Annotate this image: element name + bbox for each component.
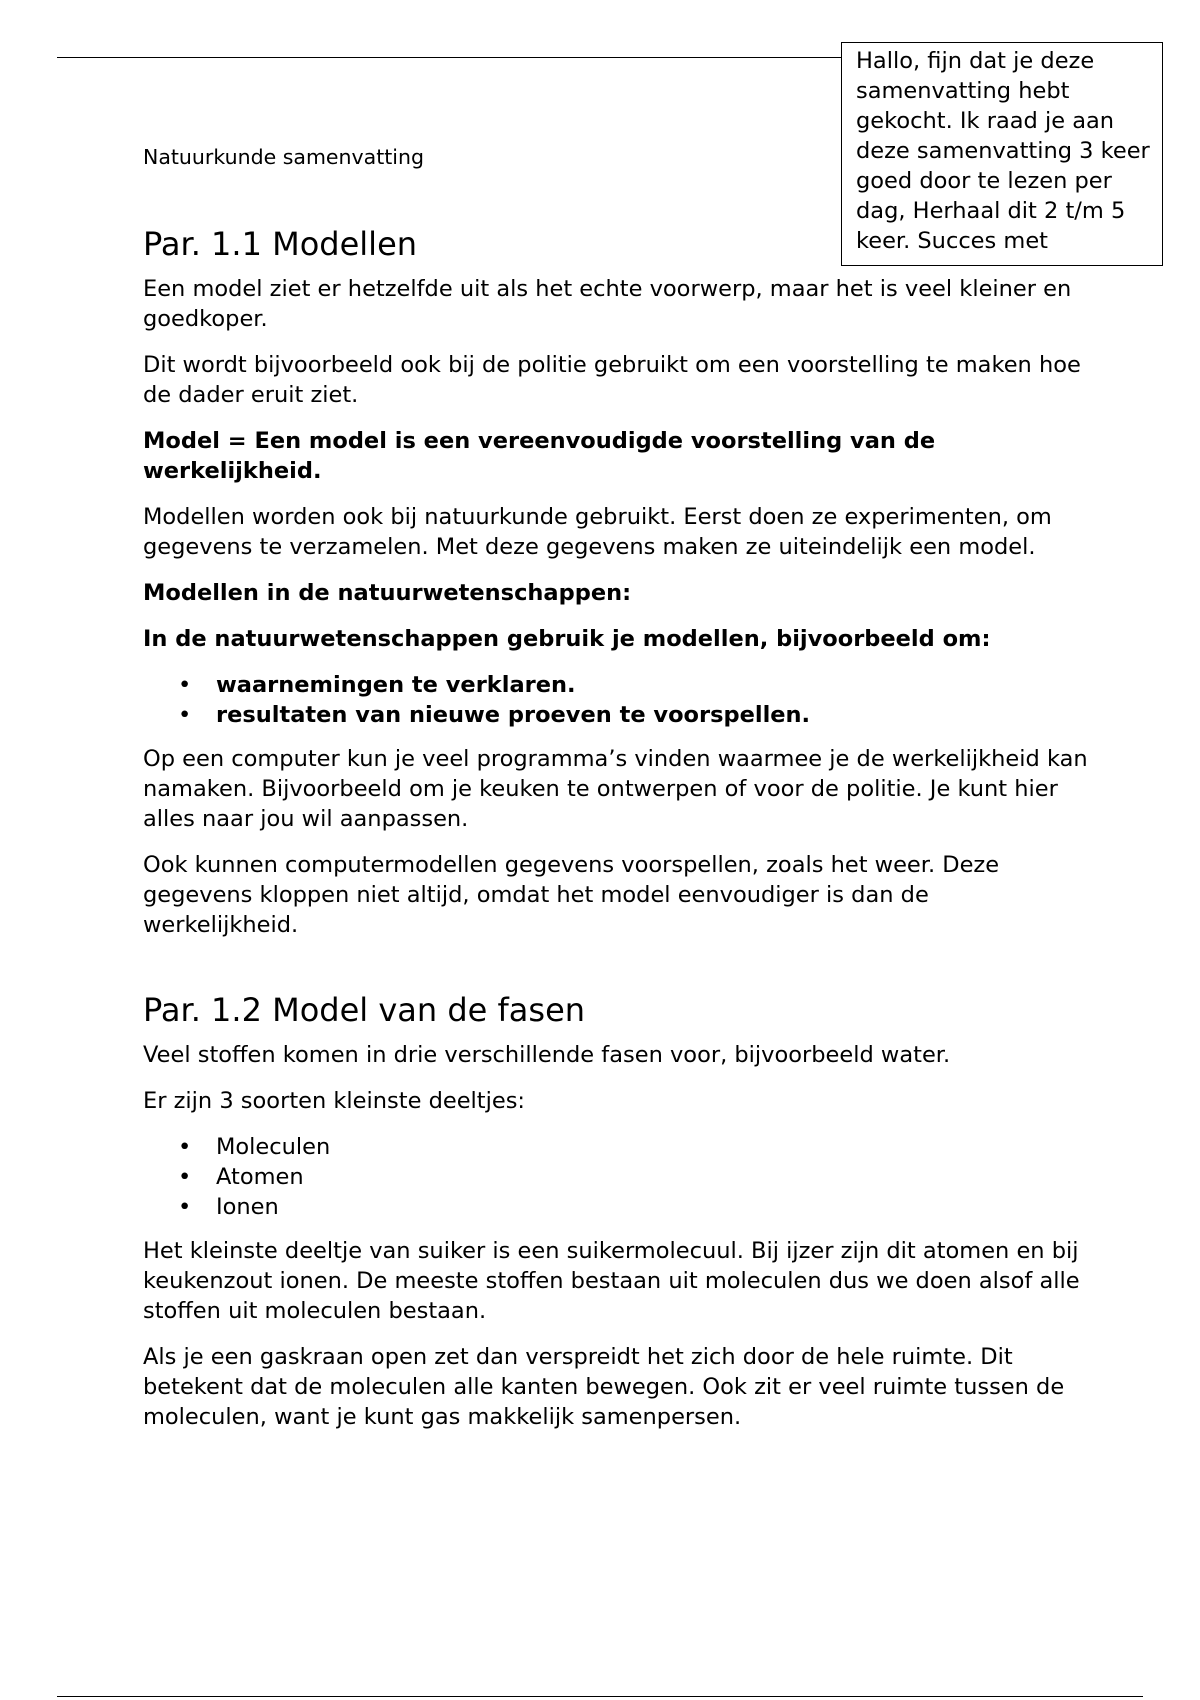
section-heading-fasen: Par. 1.2 Model van de fasen <box>143 991 586 1029</box>
bullet-list-uses <box>143 670 1088 730</box>
paragraph: Een model ziet er hetzelfde uit als het echte voorwerp, maar het is veel kleiner en goedkoper. <box>143 276 1072 332</box>
paragraph: Dit wordt bijvoorbeeld ook bij de politie gebruikt om een voorstelling te maken hoe de dader eruit ziet. <box>143 352 1081 408</box>
document-content <box>143 224 1088 1448</box>
paragraph: Op een computer kun je veel programma’s vinden waarmee je de werkelijkheid kan namaken. Bijvoorbeeld om je keuken te ontwerpen of voor de politie. Je kunt hier alles naar jou wil aanpassen. <box>143 746 1088 832</box>
document-header-title: Natuurkunde samenvatting <box>143 145 425 169</box>
list-item: • resultaten van nieuwe proeven te voorspellen. <box>216 700 1088 730</box>
list-item: • Atomen <box>216 1162 1088 1192</box>
paragraph: Ook kunnen computermodellen gegevens voorspellen, zoals het weer. Deze gegevens kloppen niet altijd, omdat het model eenvoudiger is dan de werkelijkheid. <box>143 852 1000 938</box>
list-intro: In de natuurwetenschappen gebruik je modellen, bijvoorbeeld om: <box>143 626 991 652</box>
note-box <box>841 42 1163 266</box>
note-text: Hallo, fijn dat je deze samenvatting hebt gekocht. Ik raad je aan deze samenvatting 3 keer goed door te lezen per dag, Herhaal dit 2 t/m 5 keer. Succes met <box>856 48 1150 254</box>
paragraph: Modellen worden ook bij natuurkunde gebruikt. Eerst doen ze experimenten, om gegevens te verzamelen. Met deze gegevens maken ze uiteindelijk een model. <box>143 504 1052 560</box>
bullet-list-particles <box>143 1132 1088 1222</box>
list-item: • Ionen <box>216 1192 1088 1222</box>
bottom-rule <box>57 1696 1143 1697</box>
model-definition: Model = Een model is een vereenvoudigde voorstelling van de werkelijkheid. <box>143 428 936 484</box>
paragraph: Er zijn 3 soorten kleinste deeltjes: <box>143 1088 526 1114</box>
list-item: • waarnemingen te verklaren. <box>216 670 1088 700</box>
subheading: Modellen in de natuurwetenschappen: <box>143 580 632 606</box>
section-heading-modellen: Par. 1.1 Modellen <box>143 225 418 263</box>
list-item: • Moleculen <box>216 1132 1088 1162</box>
paragraph: Als je een gaskraan open zet dan verspreidt het zich door de hele ruimte. Dit betekent dat de moleculen alle kanten bewegen. Ook zit er veel ruimte tussen de moleculen, want je kunt gas makkelijk samenpersen. <box>143 1344 1065 1430</box>
paragraph: Het kleinste deeltje van suiker is een suikermolecuul. Bij ijzer zijn dit atomen en bij keukenzout ionen. De meeste stoffen bestaan uit moleculen dus we doen alsof alle stoffen uit moleculen bestaan. <box>143 1238 1080 1324</box>
paragraph: Veel stoffen komen in drie verschillende fasen voor, bijvoorbeeld water. <box>143 1042 951 1068</box>
